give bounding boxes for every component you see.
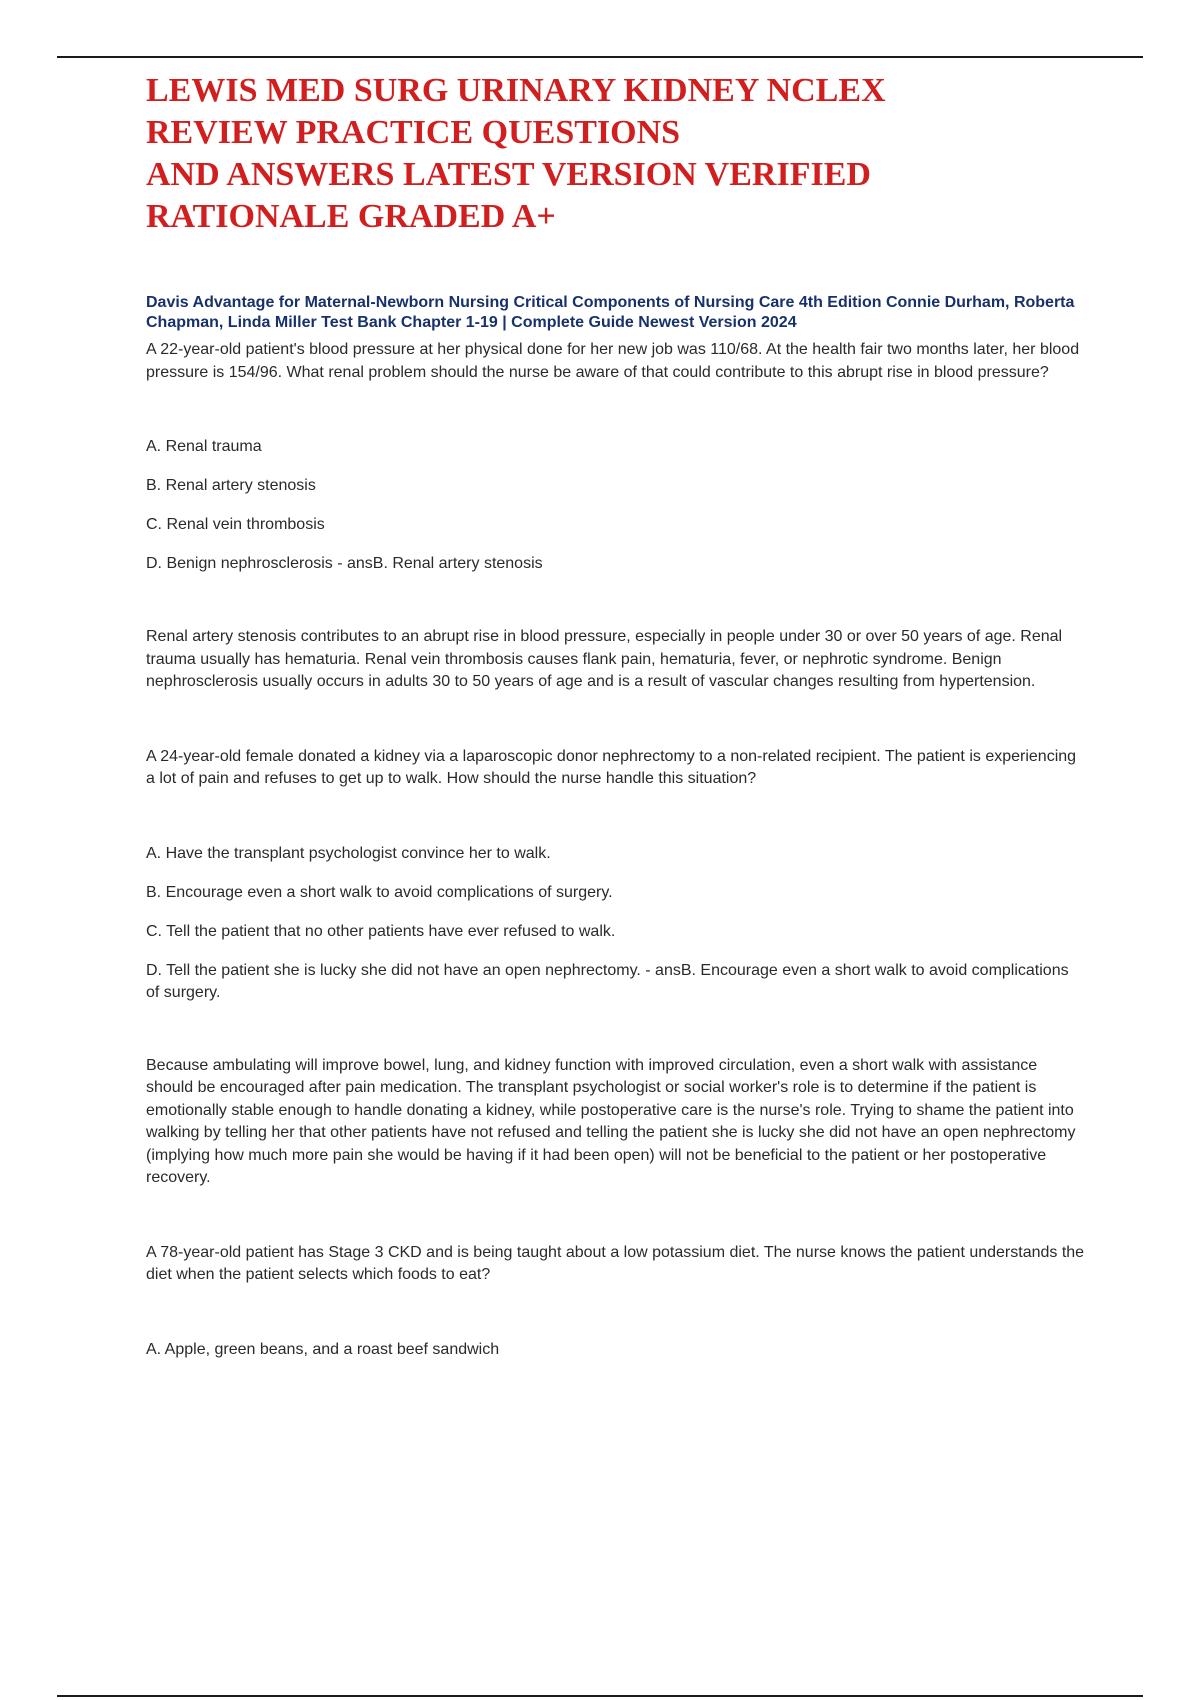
answer-option: A. Renal trauma bbox=[146, 438, 262, 455]
answer-option: A. Apple, green beans, and a roast beef sandwich bbox=[146, 1340, 500, 1358]
question-3 bbox=[146, 1242, 1086, 1361]
answer-option: C. Tell the patient that no other patients have ever refused to walk. bbox=[146, 922, 616, 940]
question-stem: A 22-year-old patient's blood pressure at her physical done for her new job was 110/68. At the health fair two months later, her blood pressure is 154/96. What renal problem should the nurse be aware of that could contribute to this abrupt rise in blood pressure? bbox=[146, 341, 1080, 381]
document-subtitle: Davis Advantage for Maternal-Newborn Nursing Critical Components of Nursing Care 4th Edition Connie Durham, Roberta Chapman, Linda Miller Test Bank Chapter 1-19 | Complete Guide Newest Version 2024 bbox=[146, 294, 1075, 331]
answer-option: A. Have the transplant psychologist convince her to walk. bbox=[146, 844, 551, 862]
rationale: Because ambulating will improve bowel, lung, and kidney function with improved circulation, even a short walk with assistance should be encouraged after pain medication. The transplant psychologist or social worker's role is to determine if the patient is emotionally stable enough to handle donating a kidney, while postoperative care is the nurse's role. Trying to shame the patient into walking by telling her that other patients have not refused and telling the patient she is lucky she did not have an open nephrectomy (implying how much more pain she would be having if it had been open) will not be beneficial to the patient or her postoperative recovery. bbox=[146, 1056, 1076, 1186]
question-2 bbox=[146, 746, 1086, 1190]
answer-option: B. Renal artery stenosis bbox=[146, 477, 316, 494]
question-stem: A 24-year-old female donated a kidney via a laparoscopic donor nephrectomy to a non-related recipient. The patient is experiencing a lot of pain and refuses to get up to walk. How should the nurse handle this situation? bbox=[146, 747, 1077, 787]
document-title: LEWIS MED SURG URINARY KIDNEY NCLEX REVIEW PRACTICE QUESTIONS AND ANSWERS LATEST VERSION VERIFIED RATIONALE GRADED A+ bbox=[146, 72, 886, 235]
document-body bbox=[146, 70, 1086, 1378]
answer-option: C. Renal vein thrombosis bbox=[146, 516, 325, 533]
question-stem: A 78-year-old patient has Stage 3 CKD and is being taught about a low potassium diet. The nurse knows the patient understands the diet when the patient selects which foods to eat? bbox=[146, 1243, 1085, 1283]
answer-option-with-answer: D. Benign nephrosclerosis - ansB. Renal artery stenosis bbox=[146, 555, 543, 572]
answer-option: B. Encourage even a short walk to avoid complications of surgery. bbox=[146, 883, 613, 901]
top-rule bbox=[57, 56, 1143, 58]
bottom-rule bbox=[57, 1695, 1143, 1697]
question-1 bbox=[146, 339, 1086, 694]
answer-option-with-answer: D. Tell the patient she is lucky she did not have an open nephrectomy. - ansB. Encourage even a short walk to avoid complications of surgery. bbox=[146, 961, 1069, 1001]
rationale: Renal artery stenosis contributes to an abrupt rise in blood pressure, especially in people under 30 or over 50 years of age. Renal trauma usually has hematuria. Renal vein thrombosis causes flank pain, hematuria, fever, or nephrotic syndrome. Benign nephrosclerosis usually occurs in adults 30 to 50 years of age and is a result of vascular changes resulting from hypertension. bbox=[146, 628, 1063, 690]
